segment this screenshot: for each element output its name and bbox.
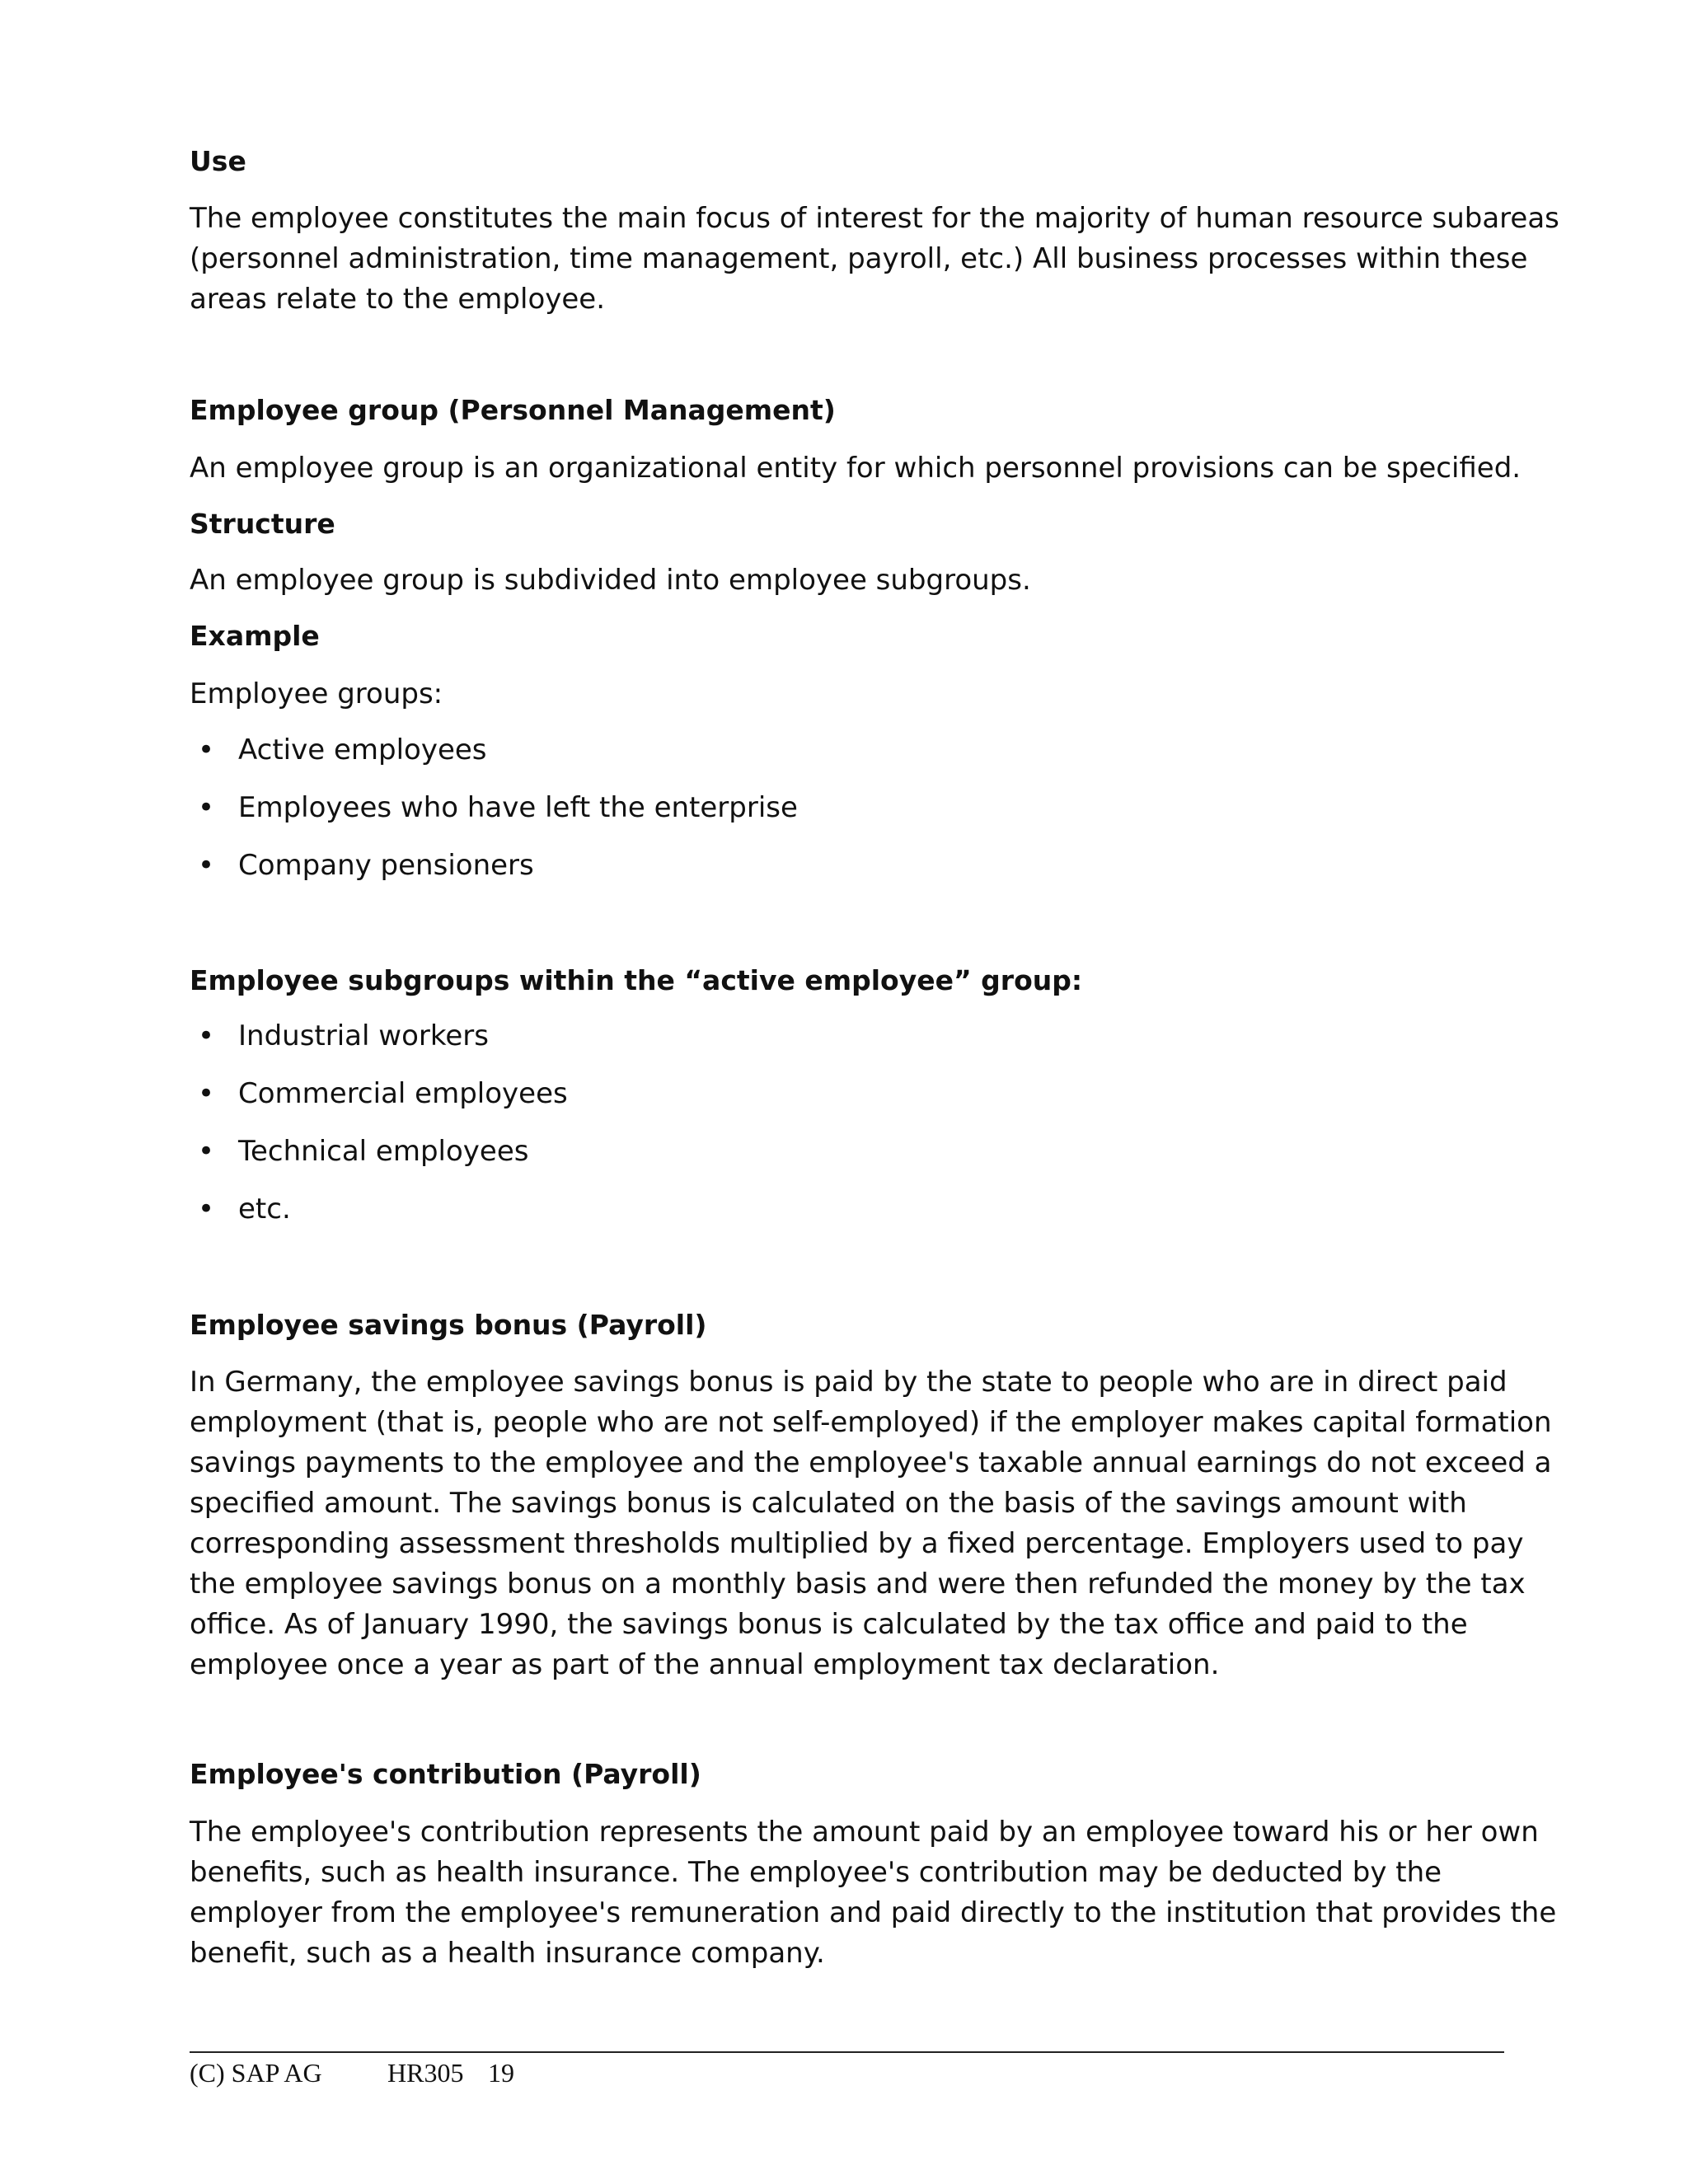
text-line: (personnel administration, time management, payroll, etc.) All business processes within these: [190, 242, 1528, 275]
list-item-text: Industrial workers: [238, 1019, 489, 1052]
heading-savings-bonus: Employee savings bonus (Payroll): [190, 1309, 707, 1341]
bullet-icon: •: [198, 1135, 215, 1168]
text-line: the employee savings bonus on a monthly basis and were then refunded the money by the tax: [190, 1568, 1526, 1601]
footer-copyright: (C) SAP AG: [190, 2058, 322, 2088]
paragraph-use: [190, 199, 1559, 320]
bullet-icon: •: [198, 1077, 215, 1110]
heading-use: Use: [190, 145, 246, 177]
paragraph-structure: [190, 560, 1508, 601]
text-line: savings payments to the employee and the employee's taxable annual earnings do not exceed a: [190, 1446, 1552, 1479]
text-line: Employee groups:: [190, 677, 443, 710]
text-line: employee once a year as part of the annual employment tax declaration.: [190, 1648, 1220, 1681]
paragraph-contribution: [190, 1812, 1557, 1974]
text-line: areas relate to the employee.: [190, 283, 606, 316]
text-line: The employee constitutes the main focus of interest for the majority of human resource subareas: [190, 202, 1559, 235]
heading-subgroups: Employee subgroups within the “active employee” group:: [190, 964, 1083, 996]
paragraph-employee-group: [190, 448, 1522, 489]
bullet-icon: •: [198, 1193, 215, 1226]
list-item-text: Commercial employees: [238, 1077, 568, 1110]
list-item-text: etc.: [238, 1193, 291, 1226]
bullet-icon: •: [198, 849, 215, 882]
bullet-icon: •: [198, 733, 215, 766]
text-line: An employee group is subdivided into employee subgroups.: [190, 564, 1031, 597]
footer-course-code: HR305: [387, 2058, 464, 2088]
list-item-text: Active employees: [238, 733, 487, 766]
heading-contribution: Employee's contribution (Payroll): [190, 1758, 701, 1790]
text-line: corresponding assessment thresholds multiplied by a fixed percentage. Employers used to pay: [190, 1527, 1524, 1560]
document-page: [190, 0, 1559, 2184]
footer-page-number: 19: [488, 2058, 514, 2088]
bullet-icon: •: [198, 1019, 215, 1052]
text-line: employment (that is, people who are not self-employed) if the employer makes capital formation: [190, 1406, 1552, 1439]
footer-divider: [190, 2051, 1504, 2053]
text-line: benefit, such as a health insurance company.: [190, 1937, 825, 1970]
bullet-icon: •: [198, 791, 215, 824]
text-line: An employee group is an organizational entity for which personnel provisions can be specified.: [190, 452, 1522, 485]
text-line: The employee's contribution represents the amount paid by an employee toward his or her own: [190, 1816, 1539, 1849]
paragraph-example-intro: [190, 674, 1508, 715]
heading-structure: Structure: [190, 508, 335, 540]
text-line: In Germany, the employee savings bonus is paid by the state to people who are in direct paid: [190, 1366, 1507, 1399]
paragraph-savings-bonus: [190, 1362, 1552, 1685]
text-line: office. As of January 1990, the savings bonus is calculated by the tax office and paid to the: [190, 1608, 1468, 1641]
heading-employee-group: Employee group (Personnel Management): [190, 394, 836, 426]
text-line: employer from the employee's remuneration and paid directly to the institution that provides the: [190, 1896, 1557, 1929]
list-item-text: Employees who have left the enterprise: [238, 791, 798, 824]
list-item-text: Technical employees: [238, 1135, 529, 1168]
list-item-text: Company pensioners: [238, 849, 534, 882]
text-line: benefits, such as health insurance. The employee's contribution may be deducted by the: [190, 1856, 1442, 1889]
text-line: specified amount. The savings bonus is calculated on the basis of the savings amount with: [190, 1487, 1467, 1520]
heading-example: Example: [190, 620, 320, 652]
